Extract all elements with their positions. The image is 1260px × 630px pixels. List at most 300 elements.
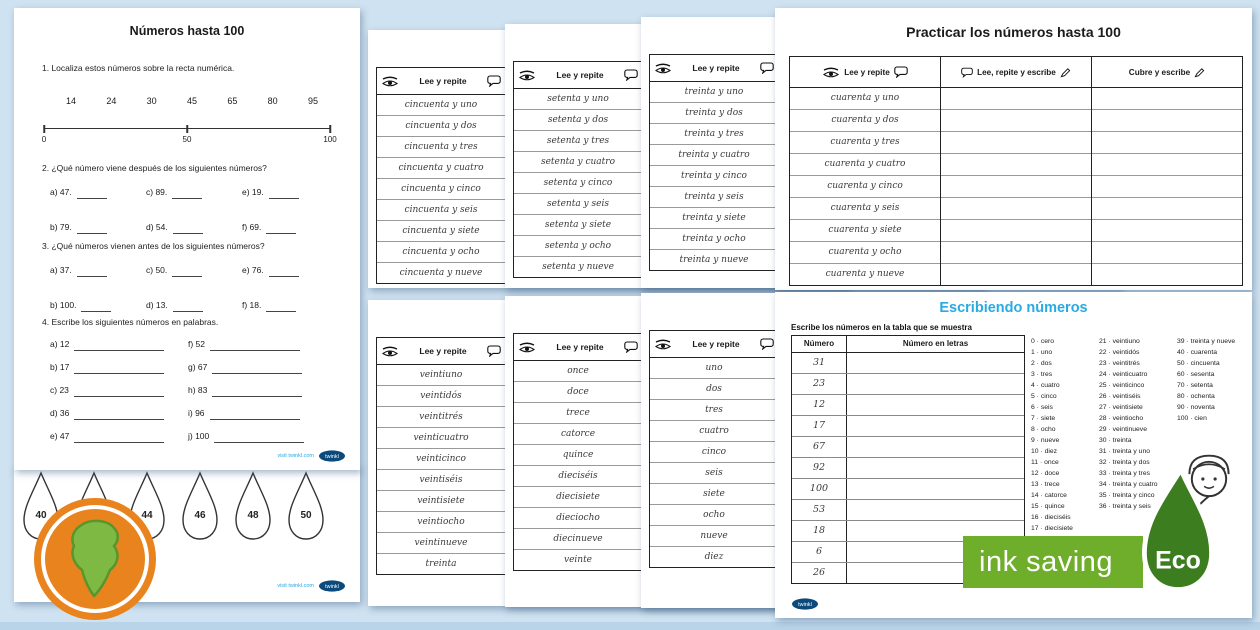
item-label: e) 76. bbox=[242, 265, 264, 275]
question-3-text: 3. ¿Qué números vienen antes de los siguientes números? bbox=[42, 241, 265, 251]
locate-number: 80 bbox=[267, 96, 278, 106]
eco-label: Eco bbox=[1155, 546, 1201, 575]
raindrop-icon bbox=[284, 470, 328, 542]
visit-link[interactable]: visit twinkl.com bbox=[277, 452, 314, 459]
ink-saving-banner bbox=[963, 536, 1143, 588]
number-word-row: setenta y siete bbox=[514, 215, 642, 236]
fill-in-item bbox=[242, 298, 338, 321]
fill-in-item bbox=[50, 383, 188, 406]
blank-row[interactable] bbox=[941, 88, 1091, 110]
number-word-row: cincuenta y uno bbox=[377, 95, 505, 116]
reference-entry: 9 · nueve bbox=[1031, 437, 1060, 444]
item-label: c) 89. bbox=[146, 187, 168, 197]
locate-number: 95 bbox=[307, 96, 318, 106]
number-word-row: cincuenta y seis bbox=[377, 200, 505, 221]
item-label: a) 47. bbox=[50, 187, 72, 197]
svg-text:twinkl: twinkl bbox=[325, 584, 339, 591]
answer-cell[interactable] bbox=[847, 479, 1024, 499]
speech-bubble-icon bbox=[624, 341, 638, 353]
column-header-label: Lee, repite y escribe bbox=[977, 67, 1056, 77]
number-word-row: treinta y uno bbox=[650, 82, 778, 103]
reference-entry: 80 · ochenta bbox=[1177, 393, 1215, 400]
column-header-label: Lee y repite bbox=[419, 76, 467, 86]
table-header bbox=[792, 336, 1024, 353]
blank-row[interactable] bbox=[941, 132, 1091, 154]
item-label: f) 52 bbox=[188, 339, 206, 349]
read-repeat-table bbox=[376, 67, 506, 284]
answer-blank[interactable] bbox=[210, 410, 300, 420]
fill-in-item bbox=[50, 337, 188, 360]
number-word-row: cincuenta y siete bbox=[377, 221, 505, 242]
column-header-label: Lee y repite bbox=[692, 339, 740, 349]
number-word-row: veintitrés bbox=[377, 407, 505, 428]
speech-bubble-icon bbox=[760, 62, 774, 74]
reference-entry: 0 · cero bbox=[1031, 338, 1055, 345]
drop-number: 50 bbox=[300, 510, 312, 521]
question-4-items bbox=[50, 337, 326, 452]
reference-entry: 35 · treinta y cinco bbox=[1099, 492, 1155, 499]
answer-blank[interactable] bbox=[210, 341, 300, 351]
number-word-row: cincuenta y nueve bbox=[399, 268, 483, 278]
background-edge bbox=[0, 622, 1260, 630]
number-word-row: treinta y siete bbox=[650, 208, 778, 229]
column-header-label: Cubre y escribe bbox=[1128, 67, 1191, 77]
number-word-row: ocho bbox=[650, 505, 778, 526]
fill-in-item bbox=[146, 263, 242, 286]
answer-blank[interactable] bbox=[212, 364, 302, 374]
blank-row[interactable] bbox=[1092, 154, 1242, 176]
reference-entry: 40 · cuarenta bbox=[1177, 349, 1218, 356]
reference-entry: 70 · setenta bbox=[1177, 382, 1213, 389]
twinkl-logo bbox=[791, 597, 819, 610]
reference-entry: 26 · veintiséis bbox=[1099, 393, 1141, 400]
column-read-repeat bbox=[790, 57, 941, 285]
number-word-row: treinta bbox=[425, 559, 457, 569]
number-word-row: cuarenta y siete bbox=[790, 220, 940, 242]
reference-entry: 25 · veinticinco bbox=[1099, 382, 1145, 389]
answer-blank[interactable] bbox=[77, 189, 107, 199]
tick-mark bbox=[186, 125, 188, 133]
blank-row[interactable] bbox=[1092, 110, 1242, 132]
number-word-row: seis bbox=[650, 463, 778, 484]
column-cover-write bbox=[1092, 57, 1242, 285]
number-word-row: veinticuatro bbox=[377, 428, 505, 449]
answer-blank[interactable] bbox=[266, 302, 296, 312]
locate-numbers-row bbox=[66, 96, 318, 106]
answer-blank[interactable] bbox=[74, 410, 164, 420]
fill-in-item bbox=[50, 429, 188, 452]
reference-entry: 8 · ocho bbox=[1031, 426, 1056, 433]
column-header-label: Lee y repite bbox=[556, 342, 604, 352]
blank-row[interactable] bbox=[941, 242, 1091, 264]
number-cell: 18 bbox=[792, 521, 847, 541]
reference-entry: 1 · uno bbox=[1031, 349, 1053, 356]
eye-icon bbox=[518, 69, 536, 82]
blank-row[interactable] bbox=[941, 154, 1091, 176]
column-header-words: Número en letras bbox=[902, 339, 969, 348]
fill-in-item bbox=[146, 220, 242, 243]
drop-number: 48 bbox=[247, 510, 259, 521]
read-repeat-table bbox=[513, 61, 643, 278]
blank-row[interactable] bbox=[1092, 132, 1242, 154]
number-word-row: cinco bbox=[650, 442, 778, 463]
number-word-row: setenta y seis bbox=[514, 194, 642, 215]
eye-icon bbox=[381, 345, 399, 358]
item-label: d) 36 bbox=[50, 408, 70, 418]
number-cell: 31 bbox=[792, 353, 847, 373]
visit-link[interactable]: visit twinkl.com bbox=[277, 582, 314, 589]
number-word-row: cincuenta y tres bbox=[377, 137, 505, 158]
number-word-row: doce bbox=[514, 382, 642, 403]
number-word-row: setenta y dos bbox=[514, 110, 642, 131]
reference-column-1 bbox=[1031, 336, 1091, 534]
table-header bbox=[377, 338, 505, 365]
answer-blank[interactable] bbox=[74, 364, 164, 374]
blank-row[interactable] bbox=[1092, 220, 1242, 242]
numbers-worksheet-page bbox=[14, 8, 360, 470]
speech-bubble-icon bbox=[961, 67, 973, 78]
page-footer bbox=[791, 597, 819, 610]
blank-row[interactable] bbox=[941, 264, 1091, 285]
page-title: Escribiendo números bbox=[939, 300, 1088, 316]
eye-icon bbox=[654, 62, 672, 75]
page-title: Practicar los números hasta 100 bbox=[906, 24, 1121, 40]
answer-blank[interactable] bbox=[173, 302, 203, 312]
table-row bbox=[792, 353, 1024, 374]
item-label: i) 96 bbox=[188, 408, 205, 418]
number-word-row: setenta y cinco bbox=[514, 173, 642, 194]
reference-entry: 4 · cuatro bbox=[1031, 382, 1060, 389]
item-label: a) 12 bbox=[50, 339, 70, 349]
fill-in-item bbox=[50, 263, 146, 286]
twinkl-logo bbox=[318, 579, 346, 592]
number-word-row: siete bbox=[650, 484, 778, 505]
number-word-row: dieciséis bbox=[514, 466, 642, 487]
item-label: f) 18. bbox=[242, 300, 262, 310]
eye-icon bbox=[518, 341, 536, 354]
answer-blank[interactable] bbox=[81, 302, 111, 312]
reference-entry: 14 · catorce bbox=[1031, 492, 1067, 499]
column-header-label: Lee y repite bbox=[556, 70, 604, 80]
table-row bbox=[792, 500, 1024, 521]
answer-blank[interactable] bbox=[77, 224, 107, 234]
table-header bbox=[650, 55, 778, 82]
table-header bbox=[377, 68, 505, 95]
answer-cell[interactable] bbox=[847, 416, 1024, 436]
practice-table bbox=[789, 56, 1243, 286]
number-word-row: trece bbox=[514, 403, 642, 424]
answer-cell[interactable] bbox=[847, 500, 1024, 520]
column-read-repeat-write bbox=[941, 57, 1092, 285]
table-row bbox=[792, 479, 1024, 500]
number-cell: 53 bbox=[792, 500, 847, 520]
table-header bbox=[514, 62, 642, 89]
question-1-text: 1. Localiza estos números sobre la recta numérica. bbox=[42, 63, 235, 73]
column-header-label: Lee y repite bbox=[844, 67, 890, 77]
answer-blank[interactable] bbox=[214, 433, 304, 443]
reference-entry: 36 · treinta y seis bbox=[1099, 503, 1151, 510]
item-label: e) 19. bbox=[242, 187, 264, 197]
row-list bbox=[790, 88, 940, 285]
reference-entry: 11 · once bbox=[1031, 459, 1059, 466]
item-label: b) 17 bbox=[50, 362, 70, 372]
number-word-row: treinta y tres bbox=[650, 124, 778, 145]
row-list bbox=[514, 361, 642, 570]
item-label: d) 54. bbox=[146, 222, 168, 232]
reference-entry: 27 · veintisiete bbox=[1099, 404, 1143, 411]
fill-in-item bbox=[50, 220, 146, 243]
item-label: c) 23 bbox=[50, 385, 69, 395]
number-cell: 17 bbox=[792, 416, 847, 436]
blank-row[interactable] bbox=[1092, 198, 1242, 220]
number-word-row: cuarenta y tres bbox=[790, 132, 940, 154]
number-word-row: cincuenta y dos bbox=[377, 116, 505, 137]
table-row bbox=[792, 374, 1024, 395]
fill-in-item bbox=[50, 185, 146, 208]
number-word-row: tres bbox=[650, 400, 778, 421]
reference-entry: 24 · veinticuatro bbox=[1099, 371, 1148, 378]
reference-entry: 32 · treinta y dos bbox=[1099, 459, 1150, 466]
number-cell: 26 bbox=[792, 563, 847, 583]
fill-in-item bbox=[188, 383, 326, 406]
tick-label: 50 bbox=[182, 135, 192, 144]
item-label: h) 83 bbox=[188, 385, 208, 395]
pencil-icon bbox=[1060, 67, 1071, 78]
page-instructions: Escribe los números en la tabla que se muestra bbox=[791, 323, 972, 332]
number-word-row: quince bbox=[514, 445, 642, 466]
svg-text:twinkl: twinkl bbox=[798, 602, 812, 609]
number-word-row: once bbox=[514, 361, 642, 382]
item-label: f) 69. bbox=[242, 222, 262, 232]
read-repeat-table bbox=[376, 337, 506, 575]
number-word-row: veintisiete bbox=[377, 491, 505, 512]
fill-in-item bbox=[188, 337, 326, 360]
number-cell: 92 bbox=[792, 458, 847, 478]
number-word-row: veintiuno bbox=[377, 365, 505, 386]
number-word-row: cuarenta y dos bbox=[790, 110, 940, 132]
reference-entry: 30 · treinta bbox=[1099, 437, 1132, 444]
answer-blank[interactable] bbox=[172, 189, 202, 199]
tick-label: 0 bbox=[41, 135, 47, 144]
reference-entry: 90 · noventa bbox=[1177, 404, 1215, 411]
number-cell: 67 bbox=[792, 437, 847, 457]
answer-blank[interactable] bbox=[74, 341, 164, 351]
answer-cell[interactable] bbox=[847, 374, 1024, 394]
answer-cell[interactable] bbox=[847, 458, 1024, 478]
drop-number: 44 bbox=[141, 510, 153, 521]
question-2-text: 2. ¿Qué número viene después de los siguientes números? bbox=[42, 163, 267, 173]
twinkl-logo bbox=[318, 449, 346, 462]
table-header bbox=[1092, 57, 1242, 88]
number-word-row: cuatro bbox=[650, 421, 778, 442]
reference-entry: 100 · cien bbox=[1177, 415, 1207, 422]
eco-leaf-badge bbox=[1130, 462, 1226, 603]
table-row bbox=[792, 395, 1024, 416]
answer-blank[interactable] bbox=[212, 387, 302, 397]
ink-saving-label: ink saving bbox=[979, 545, 1113, 578]
reference-entry: 16 · dieciséis bbox=[1031, 514, 1071, 521]
reference-entry: 7 · siete bbox=[1031, 415, 1056, 422]
number-line bbox=[41, 128, 337, 144]
question-4-text: 4. Escribe los siguientes números en palabras. bbox=[42, 317, 219, 327]
reference-entry: 31 · treinta y uno bbox=[1099, 448, 1151, 455]
answer-blank[interactable] bbox=[172, 267, 202, 277]
drop-number: 46 bbox=[194, 510, 206, 521]
reference-entry: 3 · tres bbox=[1031, 371, 1053, 378]
table-header bbox=[514, 334, 642, 361]
reference-entry: 15 · quince bbox=[1031, 503, 1065, 510]
blank-row[interactable] bbox=[941, 220, 1091, 242]
number-word-row: setenta y ocho bbox=[514, 236, 642, 257]
locate-number: 30 bbox=[146, 96, 157, 106]
number-word-row: diez bbox=[704, 552, 724, 562]
reference-entry: 2 · dos bbox=[1031, 360, 1052, 367]
number-word-row: veintinueve bbox=[377, 533, 505, 554]
blank-row[interactable] bbox=[941, 198, 1091, 220]
locate-number: 24 bbox=[106, 96, 117, 106]
read-repeat-table bbox=[649, 330, 779, 568]
number-cell: 23 bbox=[792, 374, 847, 394]
number-cell: 6 bbox=[792, 542, 847, 562]
pencil-icon bbox=[1194, 67, 1205, 78]
column-header-label: Lee y repite bbox=[692, 63, 740, 73]
fill-in-item bbox=[242, 220, 338, 243]
locate-number: 45 bbox=[186, 96, 197, 106]
answer-blank[interactable] bbox=[269, 267, 299, 277]
fill-in-item bbox=[50, 360, 188, 383]
item-label: b) 79. bbox=[50, 222, 72, 232]
column-header-number: Número bbox=[792, 336, 847, 352]
fill-in-item bbox=[188, 360, 326, 383]
reference-entry: 17 · diecisiete bbox=[1031, 525, 1073, 532]
number-drop bbox=[231, 470, 275, 542]
speech-bubble-icon bbox=[487, 345, 501, 357]
question-3-items bbox=[50, 263, 338, 321]
raindrop-icon bbox=[231, 470, 275, 542]
row-list bbox=[377, 95, 505, 283]
reference-entry: 12 · doce bbox=[1031, 470, 1060, 477]
number-word-row: setenta y nueve bbox=[542, 262, 614, 272]
reference-entry: 21 · veintiuno bbox=[1099, 338, 1140, 345]
svg-text:twinkl: twinkl bbox=[325, 454, 339, 461]
number-word-row: diecinueve bbox=[514, 529, 642, 550]
read-repeat-table bbox=[513, 333, 643, 571]
number-word-row: cincuenta y cuatro bbox=[377, 158, 505, 179]
number-word-row: dieciocho bbox=[514, 508, 642, 529]
table-row bbox=[792, 416, 1024, 437]
answer-blank[interactable] bbox=[269, 189, 299, 199]
number-word-row: veintiséis bbox=[377, 470, 505, 491]
number-word-row: uno bbox=[650, 358, 778, 379]
locate-number: 14 bbox=[66, 96, 77, 106]
drop-number: 40 bbox=[35, 510, 47, 521]
table-header bbox=[941, 57, 1091, 88]
number-word-row: dos bbox=[650, 379, 778, 400]
number-word-row: treinta y ocho bbox=[650, 229, 778, 250]
reference-entry: 39 · treinta y nueve bbox=[1177, 338, 1236, 345]
speech-bubble-icon bbox=[487, 75, 501, 87]
answer-cell[interactable] bbox=[847, 437, 1024, 457]
fill-in-item bbox=[188, 406, 326, 429]
blank-row[interactable] bbox=[941, 176, 1091, 198]
number-cell: 12 bbox=[792, 395, 847, 415]
answer-blank[interactable] bbox=[74, 433, 164, 443]
number-word-row: setenta y cuatro bbox=[514, 152, 642, 173]
row-list bbox=[514, 89, 642, 277]
answer-blank[interactable] bbox=[77, 267, 107, 277]
page-footer bbox=[277, 449, 346, 462]
number-word-row: veintidós bbox=[377, 386, 505, 407]
table-row bbox=[792, 437, 1024, 458]
number-word-row: treinta y seis bbox=[650, 187, 778, 208]
item-label: a) 37. bbox=[50, 265, 72, 275]
page-footer bbox=[277, 579, 346, 592]
blank-row[interactable] bbox=[941, 110, 1091, 132]
tick-mark bbox=[43, 125, 45, 133]
eye-icon bbox=[381, 75, 399, 88]
reference-entry: 22 · veintidós bbox=[1099, 349, 1140, 356]
reference-entry: 13 · trece bbox=[1031, 481, 1060, 488]
tick-mark bbox=[329, 125, 331, 133]
answer-blank[interactable] bbox=[266, 224, 296, 234]
fill-in-item bbox=[50, 406, 188, 429]
number-word-row: cuarenta y uno bbox=[790, 88, 940, 110]
reference-entry: 28 · veintiocho bbox=[1099, 415, 1144, 422]
answer-blank[interactable] bbox=[74, 387, 164, 397]
row-list bbox=[941, 88, 1091, 285]
reference-entry: 5 · cinco bbox=[1031, 393, 1057, 400]
tick-label: 100 bbox=[323, 135, 337, 144]
column-header-label: Lee y repite bbox=[419, 346, 467, 356]
blank-row[interactable] bbox=[1092, 88, 1242, 110]
answer-blank[interactable] bbox=[173, 224, 203, 234]
table-header bbox=[790, 57, 940, 88]
answer-cell[interactable] bbox=[847, 353, 1024, 373]
number-word-row: veinte bbox=[563, 555, 593, 565]
item-label: j) 100 bbox=[188, 431, 210, 441]
number-word-row: cuarenta y seis bbox=[790, 198, 940, 220]
raindrop-icon bbox=[178, 470, 222, 542]
practice-page-forties bbox=[775, 8, 1252, 290]
speech-bubble-icon bbox=[624, 69, 638, 81]
item-label: d) 13. bbox=[146, 300, 168, 310]
number-drop bbox=[178, 470, 222, 542]
number-word-row: veintiocho bbox=[377, 512, 505, 533]
number-word-row: cuarenta y cuatro bbox=[790, 154, 940, 176]
row-list bbox=[650, 358, 778, 567]
number-word-row: setenta y uno bbox=[514, 89, 642, 110]
reference-entry: 23 · veintitrés bbox=[1099, 360, 1140, 367]
reference-entry: 34 · treinta y cuatro bbox=[1099, 481, 1158, 488]
table-row bbox=[792, 458, 1024, 479]
number-word-row: veinticinco bbox=[377, 449, 505, 470]
blank-row[interactable] bbox=[1092, 264, 1242, 285]
number-drop bbox=[284, 470, 328, 542]
number-word-row: cincuenta y ocho bbox=[377, 242, 505, 263]
item-label: g) 67 bbox=[188, 362, 208, 372]
page-title: Números hasta 100 bbox=[129, 24, 245, 38]
number-word-row: treinta y cuatro bbox=[650, 145, 778, 166]
fill-in-item bbox=[146, 185, 242, 208]
row-list bbox=[1092, 88, 1242, 285]
blank-row[interactable] bbox=[1092, 242, 1242, 264]
question-2-items bbox=[50, 185, 338, 243]
answer-cell[interactable] bbox=[847, 395, 1024, 415]
eye-icon bbox=[654, 338, 672, 351]
number-word-row: catorce bbox=[514, 424, 642, 445]
number-word-row: setenta y tres bbox=[514, 131, 642, 152]
blank-row[interactable] bbox=[1092, 176, 1242, 198]
